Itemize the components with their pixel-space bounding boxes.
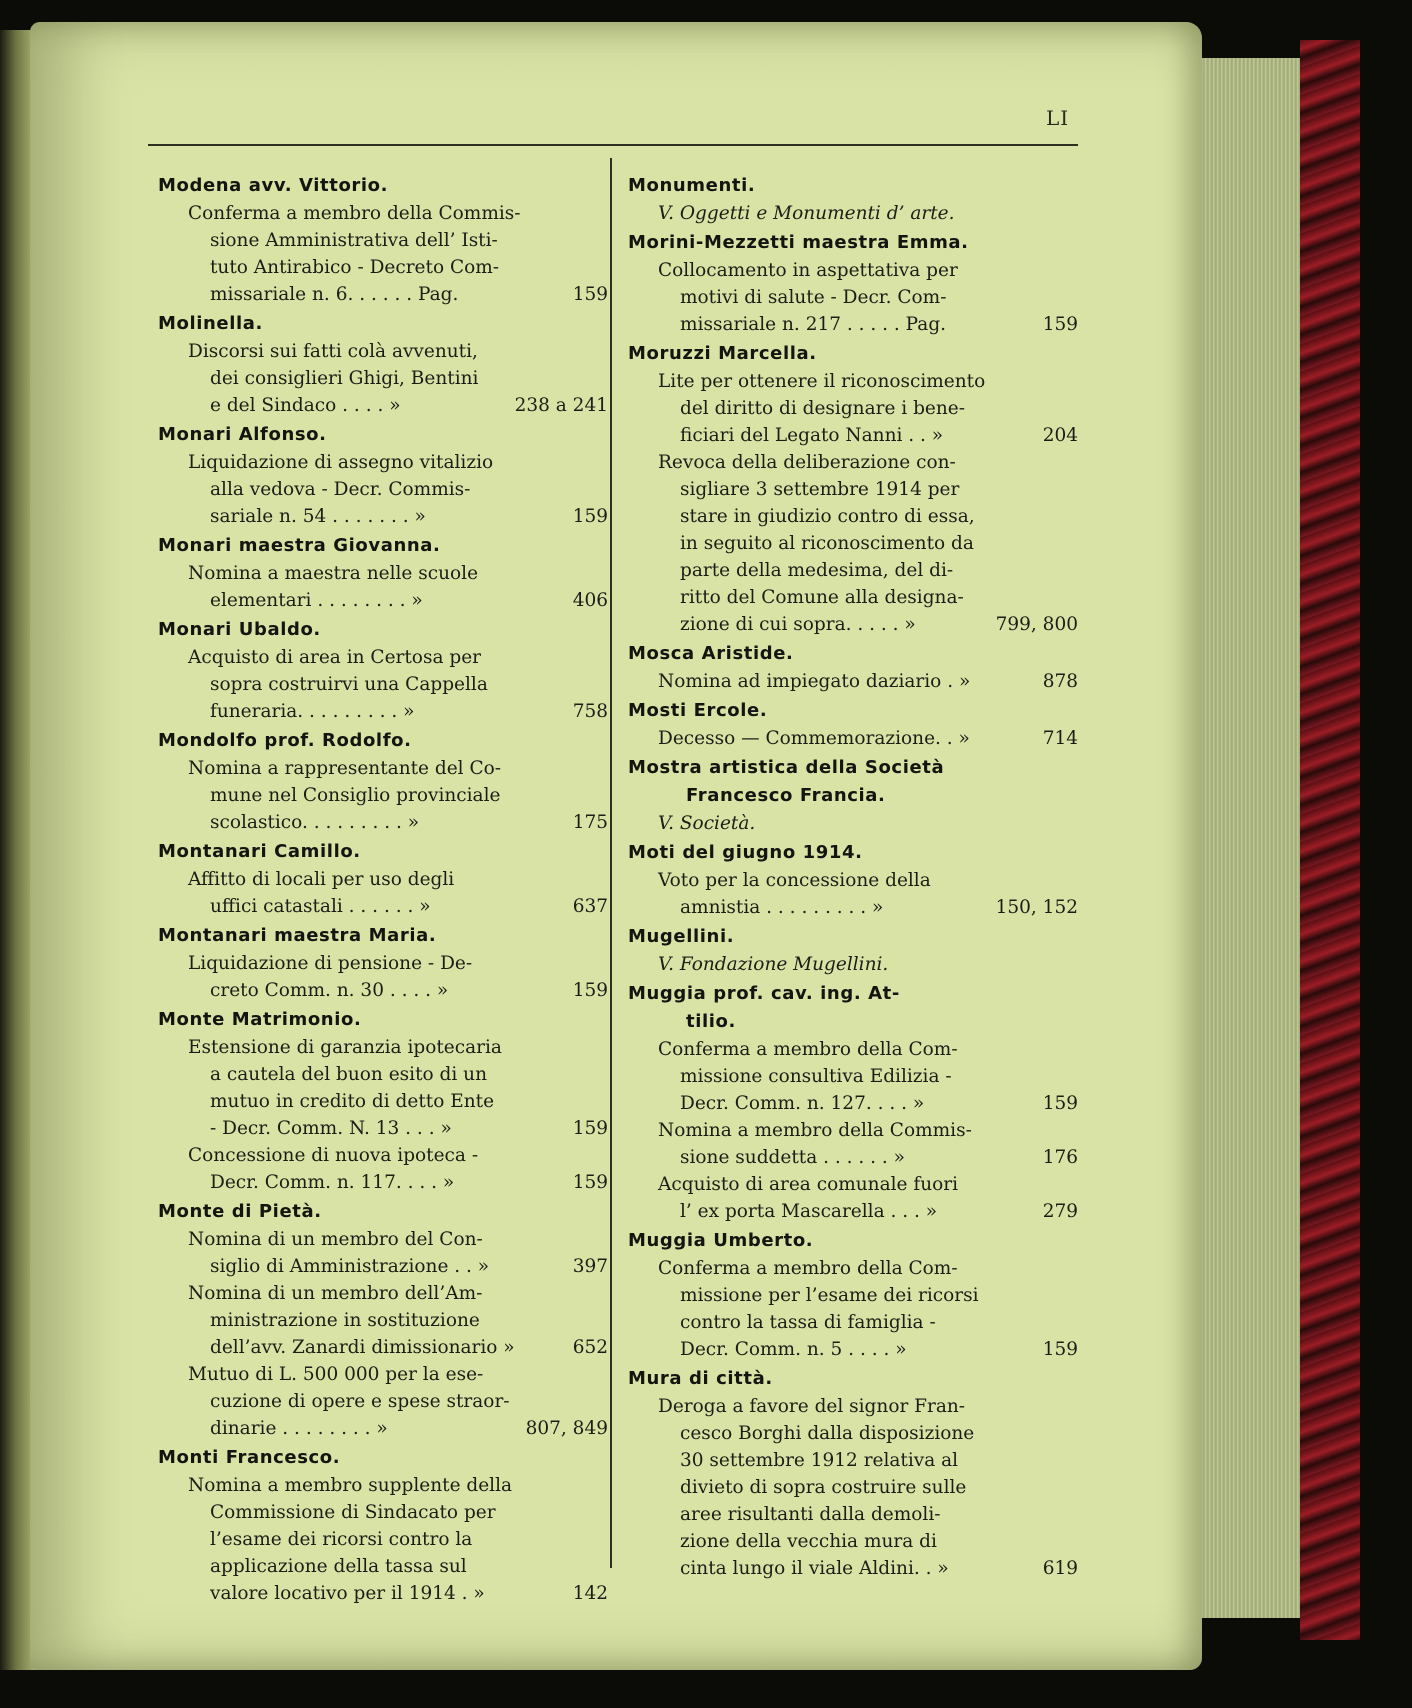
subentry-line: zione di cui sopra. . . . . »: [680, 614, 916, 635]
subentry-line: siglio di Amministrazione . . »: [210, 1256, 490, 1277]
entry-subentry: [158, 449, 608, 530]
entry-subentry: [158, 1280, 608, 1361]
page-reference: 758: [572, 701, 608, 722]
top-rule: [148, 144, 1078, 146]
subentry-line: funeraria. . . . . . . . . »: [210, 701, 415, 722]
entry-subentry: [628, 725, 1078, 752]
subentry-line: uffici catastali . . . . . . »: [210, 896, 431, 917]
entry-subentry: [628, 1117, 1078, 1171]
subentry-line: Conferma a membro della Commis-: [188, 203, 521, 224]
index-entry: [158, 172, 608, 308]
subentry-line: ritto del Comune alla designa-: [680, 587, 964, 608]
index-entry: [158, 1198, 608, 1442]
subentry-line: Lite per ottenere il riconoscimento: [658, 371, 986, 392]
subentry-line: dell’avv. Zanardi dimissionario »: [210, 1337, 515, 1358]
subentry-line: applicazione della tassa sul: [210, 1556, 467, 1577]
page-reference: 238 a 241: [514, 395, 608, 416]
subentry-line: Liquidazione di pensione - De-: [188, 953, 473, 974]
subentry-line: sigliare 3 settembre 1914 per: [680, 479, 960, 500]
entry-subentry: [628, 449, 1078, 638]
subentry-line: del diritto di designare i bene-: [680, 398, 965, 419]
subentry-line: Mutuo di L. 500 000 per la ese-: [188, 1364, 484, 1385]
entry-heading: Mura di città.: [628, 1368, 773, 1389]
entry-subentry: [628, 951, 1078, 978]
subentry-line: 30 settembre 1912 relativa al: [680, 1450, 959, 1471]
entry-subentry: [158, 950, 608, 1004]
subentry-line: Nomina ad impiegato daziario . »: [658, 671, 971, 692]
subentry-line: stare in giudizio contro di essa,: [680, 506, 975, 527]
subentry-line: Conferma a membro della Com-: [658, 1039, 958, 1060]
subentry-line: - Decr. Comm. N. 13 . . . »: [210, 1118, 452, 1139]
subentry-line: tuto Antirabico - Decreto Com-: [210, 257, 500, 278]
page-reference: 159: [1042, 1339, 1078, 1360]
index-entry: [628, 923, 1078, 978]
entry-heading: Moti del giugno 1914.: [628, 842, 863, 863]
index-entry: [628, 229, 1078, 338]
subentry-line: Decesso — Commemorazione. . »: [658, 728, 970, 749]
subentry-line: V. Società.: [658, 813, 756, 834]
subentry-line: motivi di salute - Decr. Com-: [680, 287, 947, 308]
subentry-line: Decr. Comm. n. 127. . . . »: [680, 1093, 925, 1114]
page-reference: 878: [1042, 671, 1078, 692]
index-entry: [628, 1365, 1078, 1582]
entry-heading: Mondolfo prof. Rodolfo.: [158, 730, 412, 751]
index-entry: [158, 1006, 608, 1196]
entry-subentry: [628, 368, 1078, 449]
entry-subentry: [628, 668, 1078, 695]
subentry-line: Discorsi sui fatti colà avvenuti,: [188, 341, 478, 362]
entry-heading: Morini-Mezzetti maestra Emma.: [628, 232, 969, 253]
entry-heading: Monte Matrimonio.: [158, 1009, 362, 1030]
entry-subentry: [158, 644, 608, 725]
page-edges: [1202, 58, 1312, 1618]
subentry-line: Acquisto di area in Certosa per: [188, 647, 481, 668]
subentry-line: cinta lungo il viale Aldini. . »: [680, 1558, 949, 1579]
subentry-line: cesco Borghi dalla disposizione: [680, 1423, 975, 1444]
index-entry: [158, 532, 608, 614]
page-reference: 175: [572, 812, 608, 833]
page-reference: 406: [572, 590, 608, 611]
subentry-line: Deroga a favore del signor Fran-: [658, 1396, 966, 1417]
entry-heading: Moruzzi Marcella.: [628, 343, 817, 364]
book-cover: [1300, 40, 1360, 1640]
subentry-line: valore locativo per il 1914 . »: [210, 1583, 485, 1604]
entry-subentry: [628, 257, 1078, 338]
entry-subentry: [628, 1036, 1078, 1117]
column-divider: [610, 158, 612, 1568]
entry-heading: Monte di Pietà.: [158, 1201, 322, 1222]
entry-heading: Monari Ubaldo.: [158, 619, 321, 640]
subentry-line: Commissione di Sindacato per: [210, 1502, 496, 1523]
page-reference: 799, 800: [995, 614, 1078, 635]
page-reference: 619: [1042, 1558, 1078, 1579]
index-entry: [158, 727, 608, 836]
subentry-line: a cautela del buon esito di un: [210, 1064, 487, 1085]
subentry-line: missione consultiva Edilizia -: [680, 1066, 952, 1087]
subentry-line: cuzione di opere e spese straor-: [210, 1391, 510, 1412]
subentry-line: sione suddetta . . . . . . »: [680, 1147, 905, 1168]
page-reference: 652: [572, 1337, 608, 1358]
subentry-line: Decr. Comm. n. 117. . . . »: [210, 1172, 455, 1193]
entry-subentry: [158, 755, 608, 836]
index-entry: [628, 640, 1078, 695]
index-entry: [158, 1444, 608, 1607]
entry-subentry: [158, 200, 608, 308]
subentry-line: creto Comm. n. 30 . . . . »: [210, 980, 449, 1001]
entry-heading: Mosca Aristide.: [628, 643, 794, 664]
subentry-line: Concessione di nuova ipoteca -: [188, 1145, 479, 1166]
subentry-line: V. Oggetti e Monumenti d’ arte.: [658, 203, 955, 224]
entry-subentry: [628, 200, 1078, 227]
subentry-line: parte della medesima, del di-: [680, 560, 954, 581]
page-reference: 159: [572, 1172, 608, 1193]
subentry-line: missariale n. 217 . . . . . Pag.: [680, 314, 947, 335]
entry-heading: Modena avv. Vittorio.: [158, 175, 389, 196]
subentry-line: Nomina di un membro del Con-: [188, 1229, 483, 1250]
page-reference: 159: [572, 980, 608, 1001]
subentry-line: Collocamento in aspettativa per: [658, 260, 958, 281]
page-reference: 807, 849: [525, 1418, 608, 1439]
subentry-line: sione Amministrativa dell’ Isti-: [210, 230, 498, 251]
subentry-line: Nomina di un membro dell’Am-: [188, 1283, 483, 1304]
index-entry: [158, 421, 608, 530]
right-column: [628, 172, 1078, 1584]
subentry-line: Liquidazione di assegno vitalizio: [188, 452, 494, 473]
subentry-line: ficiari del Legato Nanni . . »: [680, 425, 944, 446]
entry-heading: Monti Francesco.: [158, 1447, 341, 1468]
entry-subentry: [628, 1171, 1078, 1225]
entry-heading: Monumenti.: [628, 175, 756, 196]
subentry-line: divieto di sopra costruire sulle: [680, 1477, 967, 1498]
index-entry: [628, 172, 1078, 227]
subentry-line: ministrazione in sostituzione: [210, 1310, 480, 1331]
entry-heading: Muggia prof. cav. ing. At-: [628, 983, 900, 1004]
entry-heading: Muggia Umberto.: [628, 1230, 814, 1251]
entry-heading: Molinella.: [158, 313, 263, 334]
index-entry: [628, 839, 1078, 921]
subentry-line: sariale n. 54 . . . . . . . »: [210, 506, 426, 527]
page-reference: 397: [572, 1256, 608, 1277]
page-reference: 150, 152: [995, 897, 1078, 918]
entry-heading: Montanari maestra Maria.: [158, 925, 437, 946]
entry-heading: Mugellini.: [628, 926, 735, 947]
subentry-line: mune nel Consiglio provinciale: [210, 785, 501, 806]
left-column: [158, 172, 608, 1609]
entry-subentry: [628, 1255, 1078, 1363]
subentry-line: Nomina a membro supplente della: [188, 1475, 513, 1496]
entry-heading: Mostra artistica della Società: [628, 757, 945, 778]
subentry-line: alla vedova - Decr. Commis-: [210, 479, 471, 500]
page-reference: 142: [572, 1583, 608, 1604]
index-entry: [158, 838, 608, 920]
page-reference: 159: [572, 284, 608, 305]
subentry-line: mutuo in credito di detto Ente: [210, 1091, 495, 1112]
index-entry: [158, 922, 608, 1004]
subentry-line: Voto per la concessione della: [658, 870, 931, 891]
entry-subentry: [158, 1226, 608, 1280]
index-entry: [628, 1227, 1078, 1363]
subentry-line: e del Sindaco . . . . »: [210, 395, 401, 416]
subentry-line: dinarie . . . . . . . . »: [210, 1418, 388, 1439]
subentry-line: missariale n. 6. . . . . . Pag.: [210, 284, 459, 305]
entry-subentry: [158, 1142, 608, 1196]
entry-heading: Montanari Camillo.: [158, 841, 361, 862]
entry-subentry: [158, 1361, 608, 1442]
page-reference: 176: [1042, 1147, 1078, 1168]
subentry-line: V. Fondazione Mugellini.: [658, 954, 889, 975]
page-reference: 204: [1042, 425, 1078, 446]
page-reference: 159: [1042, 1093, 1078, 1114]
subentry-line: zione della vecchia mura di: [680, 1531, 937, 1552]
entry-subentry: [158, 1034, 608, 1142]
subentry-line: in seguito al riconoscimento da: [680, 533, 974, 554]
subentry-line: Acquisto di area comunale fuori: [658, 1174, 959, 1195]
subentry-line: Nomina a membro della Commis-: [658, 1120, 972, 1141]
subentry-line: scolastico. . . . . . . . . »: [210, 812, 420, 833]
subentry-line: dei consiglieri Ghigi, Bentini: [210, 368, 479, 389]
subentry-line: Estensione di garanzia ipotecaria: [188, 1037, 502, 1058]
subentry-line: aree risultanti dalla demoli-: [680, 1504, 941, 1525]
subentry-line: l’esame dei ricorsi contro la: [210, 1529, 473, 1550]
page-reference: 159: [572, 506, 608, 527]
entry-subentry: [158, 338, 608, 419]
subentry-line: l’ ex porta Mascarella . . . »: [680, 1201, 938, 1222]
entry-heading: Monari maestra Giovanna.: [158, 535, 441, 556]
index-entry: [158, 310, 608, 419]
subentry-line: sopra costruirvi una Cappella: [210, 674, 488, 695]
entry-heading: Monari Alfonso.: [158, 424, 327, 445]
entry-subentry: [158, 866, 608, 920]
page-reference: 159: [1042, 314, 1078, 335]
entry-subentry: [628, 867, 1078, 921]
page-reference: 159: [572, 1118, 608, 1139]
subentry-line: amnistia . . . . . . . . . »: [680, 897, 884, 918]
subentry-line: missione per l’esame dei ricorsi: [680, 1285, 979, 1306]
subentry-line: elementari . . . . . . . . »: [210, 590, 423, 611]
entry-subentry: [628, 810, 1078, 837]
entry-heading: Mosti Ercole.: [628, 700, 768, 721]
entry-subentry: [158, 560, 608, 614]
subentry-line: Decr. Comm. n. 5 . . . . »: [680, 1339, 907, 1360]
entry-subentry: [158, 1472, 608, 1607]
entry-heading-continued: tilio.: [686, 1011, 736, 1032]
page-reference: 637: [572, 896, 608, 917]
entry-subentry: [628, 1393, 1078, 1582]
subentry-line: Revoca della deliberazione con-: [658, 452, 956, 473]
subentry-line: contro la tassa di famiglia -: [680, 1312, 936, 1333]
entry-heading-continued: Francesco Francia.: [686, 785, 886, 806]
index-entry: [628, 697, 1078, 752]
index-entry: [628, 340, 1078, 638]
page-reference: 714: [1042, 728, 1078, 749]
page-number: LI: [1046, 106, 1070, 130]
subentry-line: Nomina a maestra nelle scuole: [188, 563, 479, 584]
page-reference: 279: [1042, 1201, 1078, 1222]
subentry-line: Conferma a membro della Com-: [658, 1258, 958, 1279]
index-entry: [158, 616, 608, 725]
subentry-line: Affitto di locali per uso degli: [188, 869, 455, 890]
subentry-line: Nomina a rappresentante del Co-: [188, 758, 502, 779]
index-entry: [628, 980, 1078, 1225]
index-entry: [628, 754, 1078, 837]
